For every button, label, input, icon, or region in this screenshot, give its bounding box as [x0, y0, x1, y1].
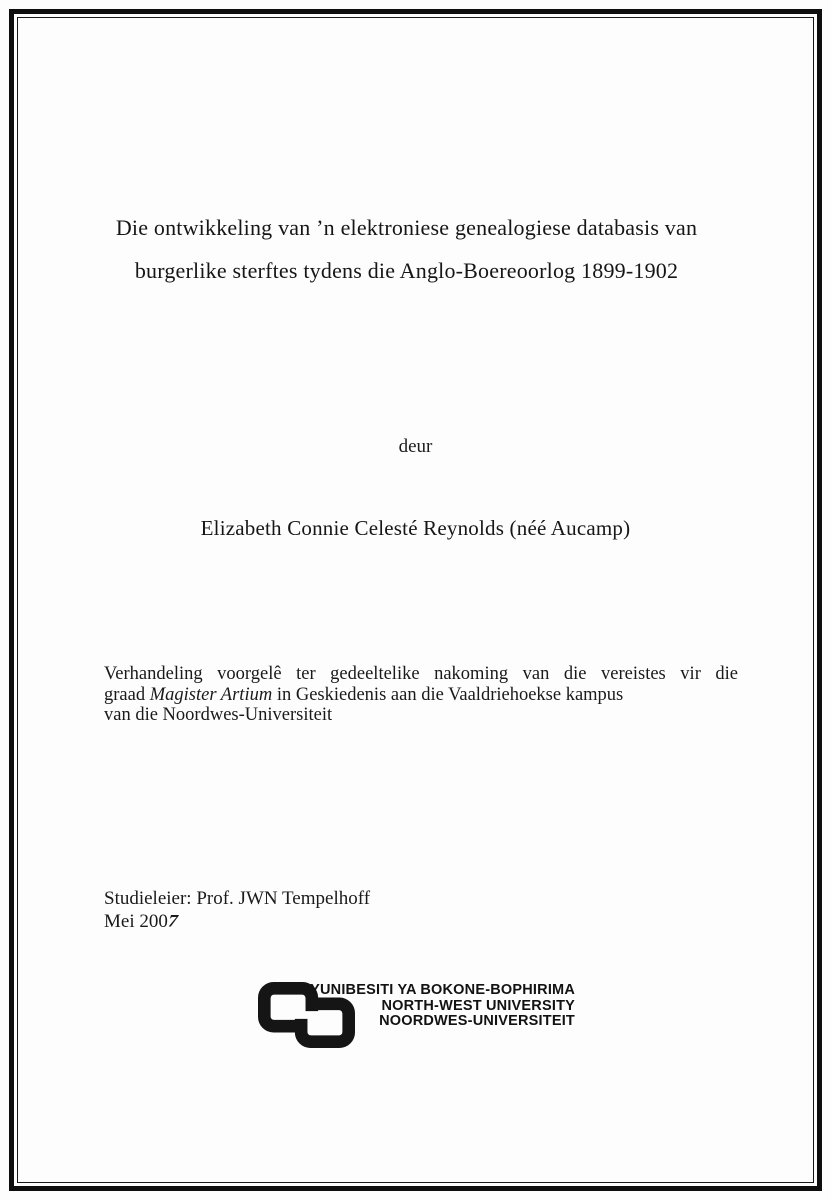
date-prefix: Mei 200 [104, 911, 168, 932]
thesis-title [0, 206, 813, 292]
thesis-title-line-1: Die ontwikkeling van ’n elektroniese genealogiese databasis van [115, 215, 698, 240]
byline-label: deur [398, 436, 433, 457]
logo-text-english: NORTH-WEST UNIVERSITY [381, 997, 575, 1014]
university-logo [0, 980, 831, 1060]
date-last-digit: 7 [165, 911, 181, 932]
logo-text-afrikaans: NOORDWES-UNIVERSITEIT [379, 1013, 575, 1030]
degree-declaration [104, 664, 738, 726]
declaration-line-2-pre: graad [104, 684, 150, 705]
declaration-line-1: Verhandeling voorgelê ter gedeeltelike nakoming van die vereistes vir die [104, 664, 738, 684]
degree-name-italic: Magister Artium [149, 684, 273, 705]
date-line [104, 911, 181, 933]
declaration-line-2 [104, 685, 738, 706]
university-wordmark [310, 983, 575, 1030]
author-name: Elizabeth Connie Celesté Reynolds (néé Aucamp) [200, 516, 631, 540]
declaration-line-2-post: in Geskiedenis aan die Vaaldriehoekse kampus [272, 684, 624, 705]
thesis-title-line-2: burgerlike sterftes tydens die Anglo-Boereoorlog 1899-1902 [134, 258, 679, 283]
supervisor-line: Studieleier: Prof. JWN Tempelhoff [104, 888, 371, 909]
declaration-line-3: van die Noordwes-Universiteit [104, 705, 333, 725]
logo-text-setswana: YUNIBESITI YA BOKONE-BOPHIRIMA [310, 982, 575, 998]
